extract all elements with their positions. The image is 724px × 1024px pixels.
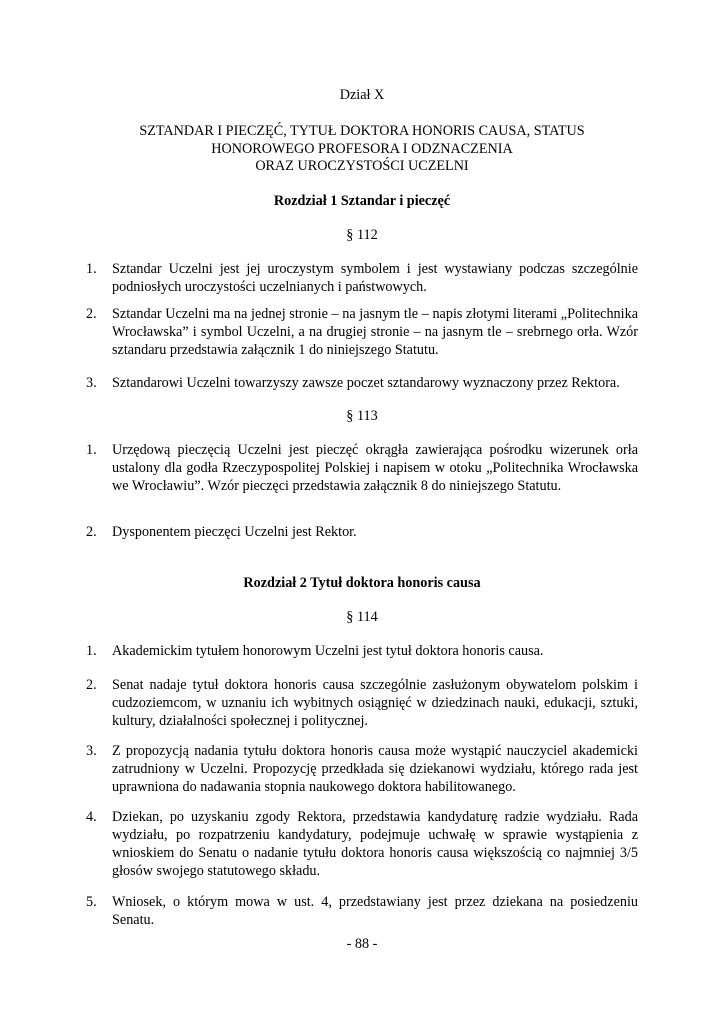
page-number: - 88 - (346, 936, 378, 952)
item-text: Senat nadaje tytuł doktora honoris causa szczególnie zasłużonym obywatelom polskim i cudzoziemcom, w uznaniu ich wybitnych osiągnięć w dziedzinach nauki, edukacji, sztuki, kultury, działalności społecznej i politycznej. (112, 677, 638, 729)
item-text: Dziekan, po uzyskaniu zgody Rektora, przedstawia kandydaturę radzie wydziału. Rada wydziału, po rozpatrzeniu kandydatury, podejmuje uchwałę w sprawie wystąpienia z wnioskiem do Senatu o nadanie tytułu doktora honoris causa większością co najmniej 3/5 głosów swojego statutowego składu. (112, 809, 638, 879)
list-item (86, 260, 638, 296)
item-number: 4. (86, 809, 97, 825)
list-item (86, 893, 638, 929)
item-text: Urzędową pieczęcią Uczelni jest pieczęć okrągła zawierająca pośrodku wizerunek orła ustalony dla godła Rzeczypospolitej Polskiej i napisem w otoku „Politechnika Wrocławska we Wrocławiu”. Wzór pieczęci przedstawia załącznik 8 do niniejszego Statutu. (112, 442, 638, 494)
chapter-2-heading: Rozdział 2 Tytuł doktora honoris causa (243, 575, 481, 591)
list-item (86, 742, 638, 796)
item-number: 3. (86, 375, 97, 391)
section-114-title: § 114 (346, 609, 378, 625)
list-item (86, 523, 638, 541)
list-item (86, 441, 638, 495)
item-text: Z propozycją nadania tytułu doktora honoris causa może wystąpić nauczyciel akademicki zatrudniony w Uczelni. Propozycję przedkłada się dziekanowi wydziału, którego rada jest uprawniona do nadawania stopnia naukowego doktora habilitowanego. (112, 743, 638, 795)
chapter-1-heading: Rozdział 1 Sztandar i pieczęć (273, 193, 451, 209)
item-number: 3. (86, 743, 97, 759)
item-text: Sztandar Uczelni jest jej uroczystym symbolem i jest wystawiany podczas szczególnie podniosłych uroczystości uczelnianych i państwowych. (112, 261, 638, 295)
item-number: 2. (86, 677, 97, 693)
item-number: 2. (86, 524, 97, 540)
list-item (86, 642, 638, 660)
division-heading: Dział X (339, 87, 385, 103)
item-text: Sztandarowi Uczelni towarzyszy zawsze poczet sztandarowy wyznaczony przez Rektora. (112, 375, 620, 391)
list-item (86, 676, 638, 730)
item-text: Sztandar Uczelni ma na jednej stronie – na jasnym tle – napis złotymi literami „Politechnika Wrocławska” i symbol Uczelni, a na drugiej stronie – na jasnym tle – srebrnego orła. Wzór sztandaru przedstawia załącznik 1 do niniejszego Statutu. (112, 306, 638, 358)
item-number: 5. (86, 894, 97, 910)
item-text: Dysponentem pieczęci Uczelni jest Rektor. (112, 524, 357, 540)
section-112-title: § 112 (346, 227, 378, 243)
item-number: 2. (86, 306, 97, 322)
item-text: Akademickim tytułem honorowym Uczelni jest tytuł doktora honoris causa. (112, 643, 544, 659)
list-item (86, 374, 638, 392)
item-text: Wniosek, o którym mowa w ust. 4, przedstawiany jest przez dziekana na posiedzeniu Senatu. (112, 894, 638, 928)
list-item (86, 305, 638, 359)
section-113-title: § 113 (346, 408, 378, 424)
title-line-1: SZTANDAR I PIECZĘĆ, TYTUŁ DOKTORA HONORIS CAUSA, STATUS (139, 123, 585, 139)
title-line-3: ORAZ UROCZYSTOŚCI UCZELNI (255, 158, 469, 174)
title-line-2: HONOROWEGO PROFESORA I ODZNACZENIA (211, 141, 513, 157)
item-number: 1. (86, 261, 97, 277)
item-number: 1. (86, 643, 97, 659)
list-item (86, 808, 638, 880)
item-number: 1. (86, 442, 97, 458)
